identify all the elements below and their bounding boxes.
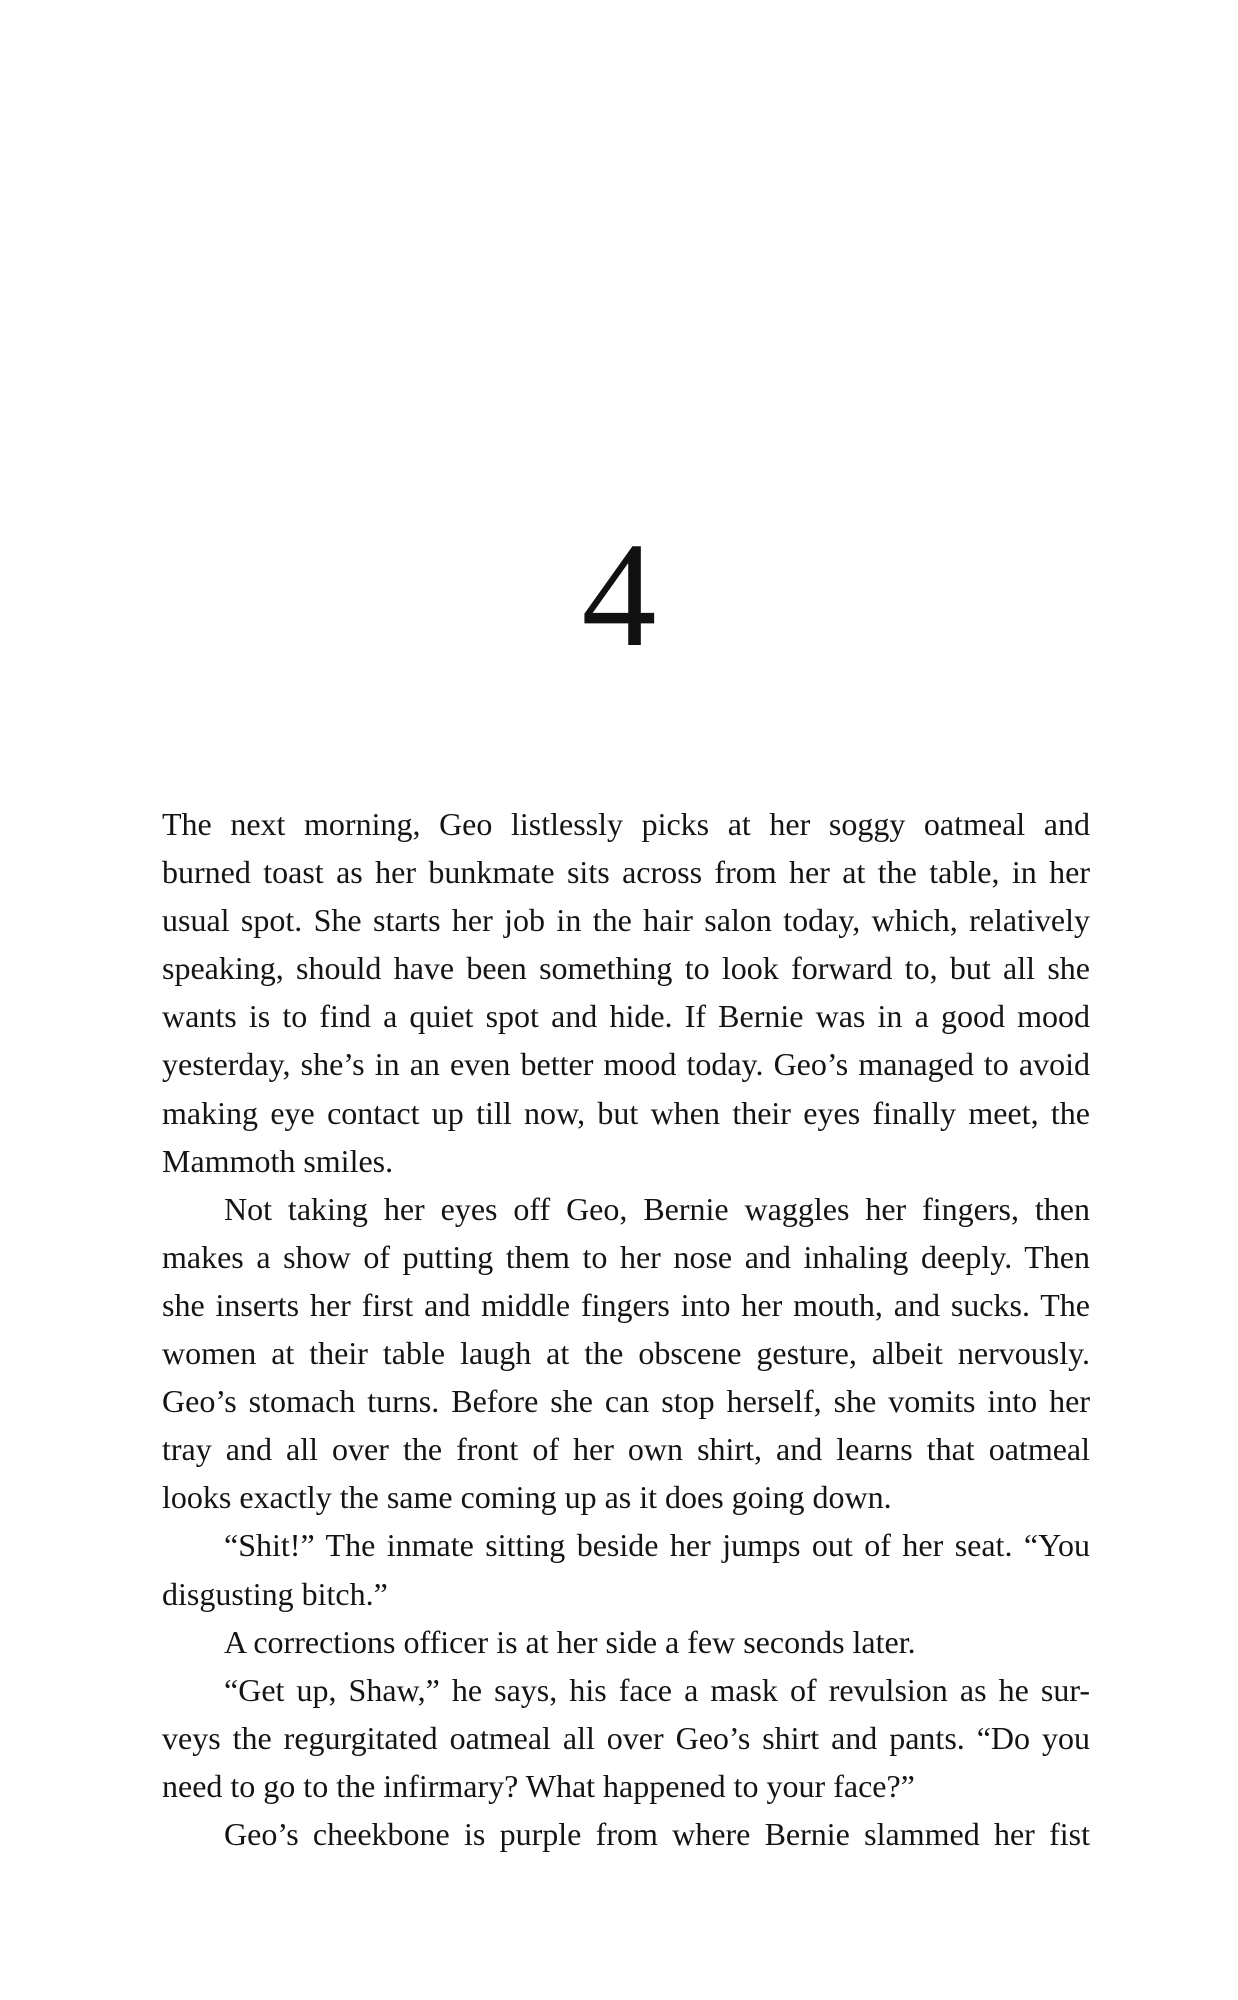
chapter-body — [162, 800, 1090, 1858]
chapter-number: 4 — [581, 512, 657, 678]
text-line: tray and all over the front of her own shirt, and learns that oatmeal — [162, 1431, 1090, 1468]
text-line: A corrections officer is at her side a few seconds later. — [224, 1623, 916, 1660]
text-line: Mammoth smiles. — [162, 1142, 394, 1179]
text-line: Geo’s stomach turns. Before she can stop herself, she vomits into her — [162, 1383, 1090, 1420]
text-line: Geo’s cheekbone is purple from where Bernie slammed her fist — [224, 1815, 1090, 1852]
text-line: Not taking her eyes off Geo, Bernie waggles her fingers, then — [224, 1190, 1090, 1227]
text-line: she inserts her first and middle fingers into her mouth, and sucks. The — [162, 1286, 1090, 1323]
text-line: need to go to the infirmary? What happened to your face?” — [162, 1767, 915, 1804]
text-line: makes a show of putting them to her nose and inhaling deeply. Then — [162, 1238, 1090, 1275]
text-line: burned toast as her bunkmate sits across from her at the table, in her — [162, 854, 1090, 891]
text-line: The next morning, Geo listlessly picks at her soggy oatmeal and — [162, 806, 1090, 842]
text-line: veys the regurgitated oatmeal all over Geo’s shirt and pants. “Do you — [162, 1719, 1090, 1756]
text-line: speaking, should have been something to look forward to, but all she — [162, 950, 1090, 987]
text-line: women at their table laugh at the obscene gesture, albeit nervously. — [162, 1335, 1090, 1372]
text-line: looks exactly the same coming up as it does going down. — [162, 1479, 892, 1516]
text-line: making eye contact up till now, but when their eyes finally meet, the — [162, 1094, 1090, 1131]
text-line: usual spot. She starts her job in the hair salon today, which, relatively — [162, 902, 1090, 939]
text-line: “Shit!” The inmate sitting beside her jumps out of her seat. “You — [224, 1527, 1090, 1564]
text-line: yesterday, she’s in an even better mood today. Geo’s managed to avoid — [162, 1046, 1090, 1083]
text-line: disgusting bitch.” — [162, 1575, 388, 1612]
text-line: “Get up, Shaw,” he says, his face a mask of revulsion as he sur- — [224, 1671, 1090, 1708]
text-line: wants is to find a quiet spot and hide. If Bernie was in a good mood — [162, 998, 1090, 1035]
